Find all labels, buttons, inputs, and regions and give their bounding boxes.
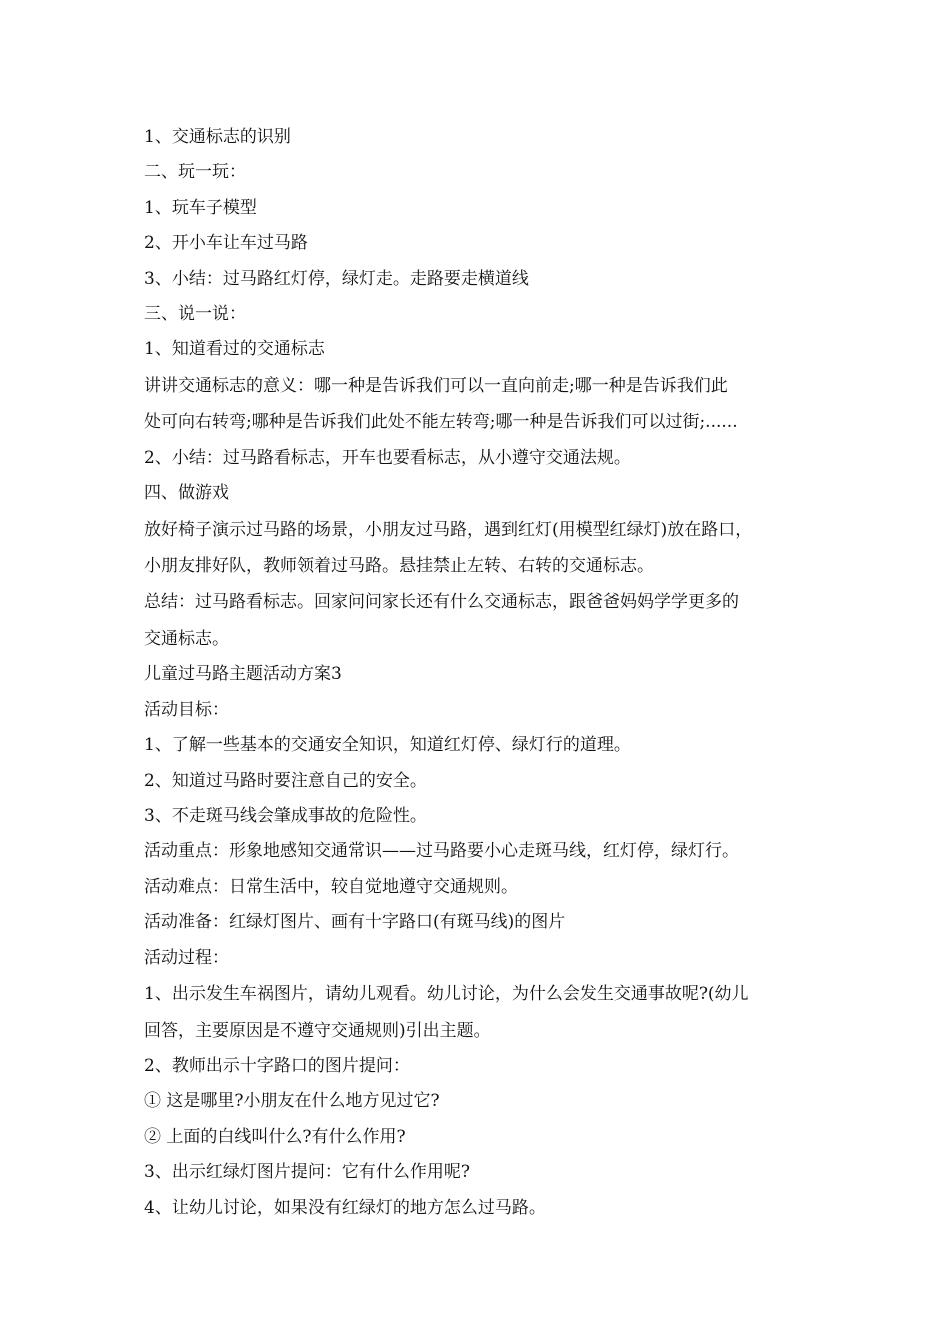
document-body <box>144 120 812 1226</box>
text-line: 活动准备：红绿灯图片、画有十字路口(有斑马线)的图片 <box>144 912 566 933</box>
paragraph-line: 1、出示发生车祸图片，请幼儿观看。幼儿讨论，为什么会发生交通事故呢?(幼儿 <box>144 983 749 1004</box>
section-heading: 四、做游戏 <box>144 483 229 504</box>
text-line: 2、教师出示十字路口的图片提问： <box>144 1055 410 1076</box>
text-line: 3、小结：过马路红灯停，绿灯走。走路要走横道线 <box>144 268 529 289</box>
paragraph-line: 交通标志。 <box>144 629 229 650</box>
section-heading: 三、说一说： <box>144 303 246 324</box>
text-line: 1、了解一些基本的交通安全知识，知道红灯停、绿灯行的道理。 <box>144 735 631 756</box>
paragraph-line: 小朋友排好队，教师领着过马路。悬挂禁止左转、右转的交通标志。 <box>144 556 654 577</box>
text-line: 活动重点：形象地感知交通常识——过马路要小心走斑马线，红灯停，绿灯行。 <box>144 841 739 862</box>
paragraph-line: 总结：过马路看标志。回家问问家长还有什么交通标志，跟爸爸妈妈学学更多的 <box>144 592 739 613</box>
text-line: ① 这是哪里?小朋友在什么地方见过它? <box>144 1091 440 1112</box>
section-heading: 活动目标： <box>144 699 229 720</box>
text-line: 3、不走斑马线会肇成事故的危险性。 <box>144 806 427 827</box>
document-heading: 儿童过马路主题活动方案3 <box>144 664 342 685</box>
text-line: 3、出示红绿灯图片提问：它有什么作用呢? <box>144 1162 470 1183</box>
paragraph-line: 处可向右转弯;哪种是告诉我们此处不能左转弯;哪一种是告诉我们可以过街;...... <box>144 412 738 433</box>
text-line: 4、让幼儿讨论，如果没有红绿灯的地方怎么过马路。 <box>144 1197 546 1218</box>
section-heading: 二、玩一玩： <box>144 162 246 183</box>
text-line: 1、交通标志的识别 <box>144 127 291 147</box>
text-line: ② 上面的白线叫什么?有什么作用? <box>144 1126 406 1147</box>
text-line: 2、小结：过马路看标志，开车也要看标志，从小遵守交通法规。 <box>144 447 631 468</box>
paragraph-line: 讲讲交通标志的意义：哪一种是告诉我们可以一直向前走;哪一种是告诉我们此 <box>144 375 728 396</box>
text-line: 1、知道看过的交通标志 <box>144 339 325 360</box>
paragraph-line: 放好椅子演示过马路的场景，小朋友过马路，遇到红灯(用模型红绿灯)放在路口， <box>144 519 753 540</box>
text-line: 1、玩车子模型 <box>144 197 257 218</box>
paragraph-line: 回答，主要原因是不遵守交通规则)引出主题。 <box>144 1020 491 1041</box>
text-line: 2、知道过马路时要注意自己的安全。 <box>144 770 427 791</box>
section-heading: 活动过程： <box>144 947 229 968</box>
text-line: 活动难点：日常生活中，较自觉地遵守交通规则。 <box>144 876 518 897</box>
text-line: 2、开小车让车过马路 <box>144 233 308 254</box>
